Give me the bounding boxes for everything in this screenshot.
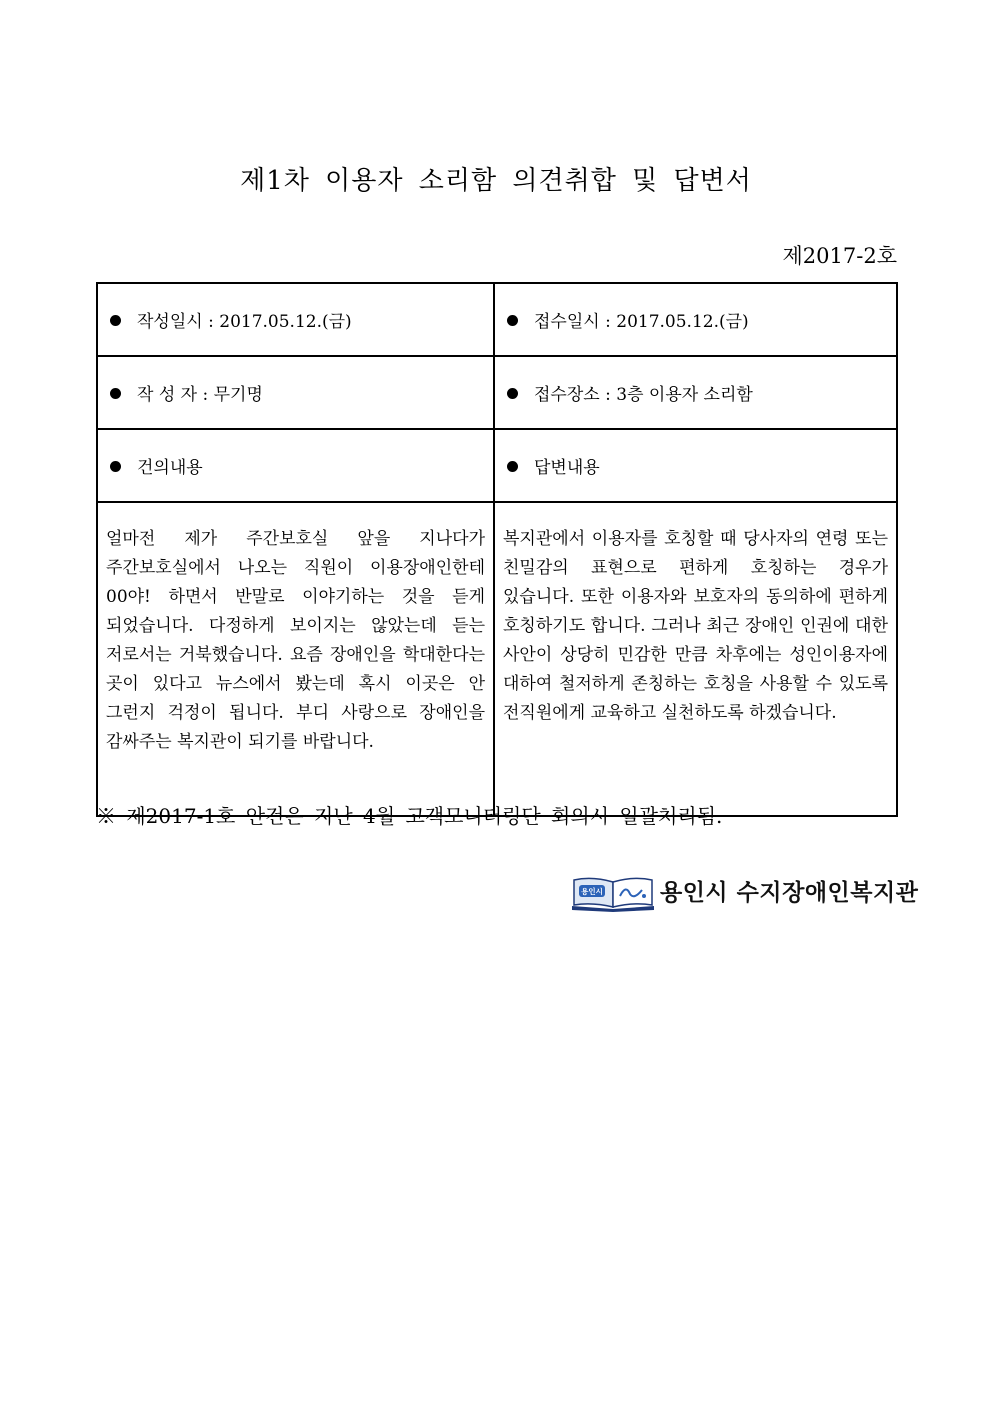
form-row-writer-place [97,356,897,429]
opinion-form-table [96,282,898,817]
organization-logo [570,872,919,912]
document-title: 제1차 이용자 소리함 의견취합 및 답변서 [240,166,752,196]
suggestion-text: 얼마전 제가 주간보호실 앞을 지나다가 주간보호실에서 나오는 직원이 이용장애인한테 00야! 하면서 반말로 이야기하는 것을 듣게 되었습니다. 다정하게 보이지는 않았는데 듣는 저로서는 거북했습니다. 요즘 장애인을 학대한다는 곳이 있다고 뉴스에서 봤는데 혹시 이곳은 안 그런지 걱정이 됩니다. 부디 사랑으로 장애인을 감싸주는 복지관이 되기를 바랍니다. [106,529,485,752]
city-badge-text: 용인시 [581,887,603,896]
received-place-label: 접수장소 [534,385,600,405]
writer-value: 무기명 [213,385,263,405]
written-date-label: 작성일시 [137,312,203,332]
suggestion-content-cell [97,502,494,816]
suggestion-header-cell [97,429,494,502]
written-date-value: 2017.05.12.(금) [219,312,352,332]
suggestion-header: 건의내용 [137,458,203,478]
received-date-label: 접수일시 [534,312,600,332]
document-number: 제2017-2호 [782,244,897,268]
form-row-headers [97,429,897,502]
logo-dot [642,894,646,898]
answer-text: 복지관에서 이용자를 호칭할 때 당사자의 연령 또는 친밀감의 표현으로 편하게 호칭하는 경우가 있습니다. 또한 이용자와 보호자의 동의하에 편하게 호칭하기도 합니다. 그러나 최근 장애인 인권에 대한 사안이 상당히 민감한 만큼 차후에는 성인이용자에 대하여 철저하게 존칭하는 호칭을 사용할 수 있도록 전직원에게 교육하고 실천하도록 하겠습니다. [503,529,888,723]
form-row-contents [97,502,897,816]
received-place-cell: 접수장소 : 3층 이용자 소리함 [494,356,897,429]
form-row-dates [97,283,897,356]
received-date-value: 2017.05.12.(금) [616,312,749,332]
writer-cell: 작 성 자 : 무기명 [97,356,494,429]
book-right-page [613,878,652,907]
organization-name: 용인시 수지장애인복지관 [660,880,919,906]
bullet-icon [110,461,121,472]
open-book-logo-icon [570,872,656,912]
answer-header: 답변내용 [534,458,600,478]
received-place-value: 3층 이용자 소리함 [616,385,753,405]
bullet-icon [507,461,518,472]
answer-header-cell [494,429,897,502]
received-date-cell: 접수일시 : 2017.05.12.(금) [494,283,897,356]
bullet-icon [110,388,121,399]
bullet-icon [110,315,121,326]
written-date-cell: 작성일시 : 2017.05.12.(금) [97,283,494,356]
footnote: ※ 제2017-1호 안건은 지난 4월 고객모니터링단 회의시 일괄처리됨. [96,804,723,828]
writer-label: 작 성 자 [137,385,198,405]
bullet-icon [507,388,518,399]
answer-content-cell [494,502,897,816]
bullet-icon [507,315,518,326]
